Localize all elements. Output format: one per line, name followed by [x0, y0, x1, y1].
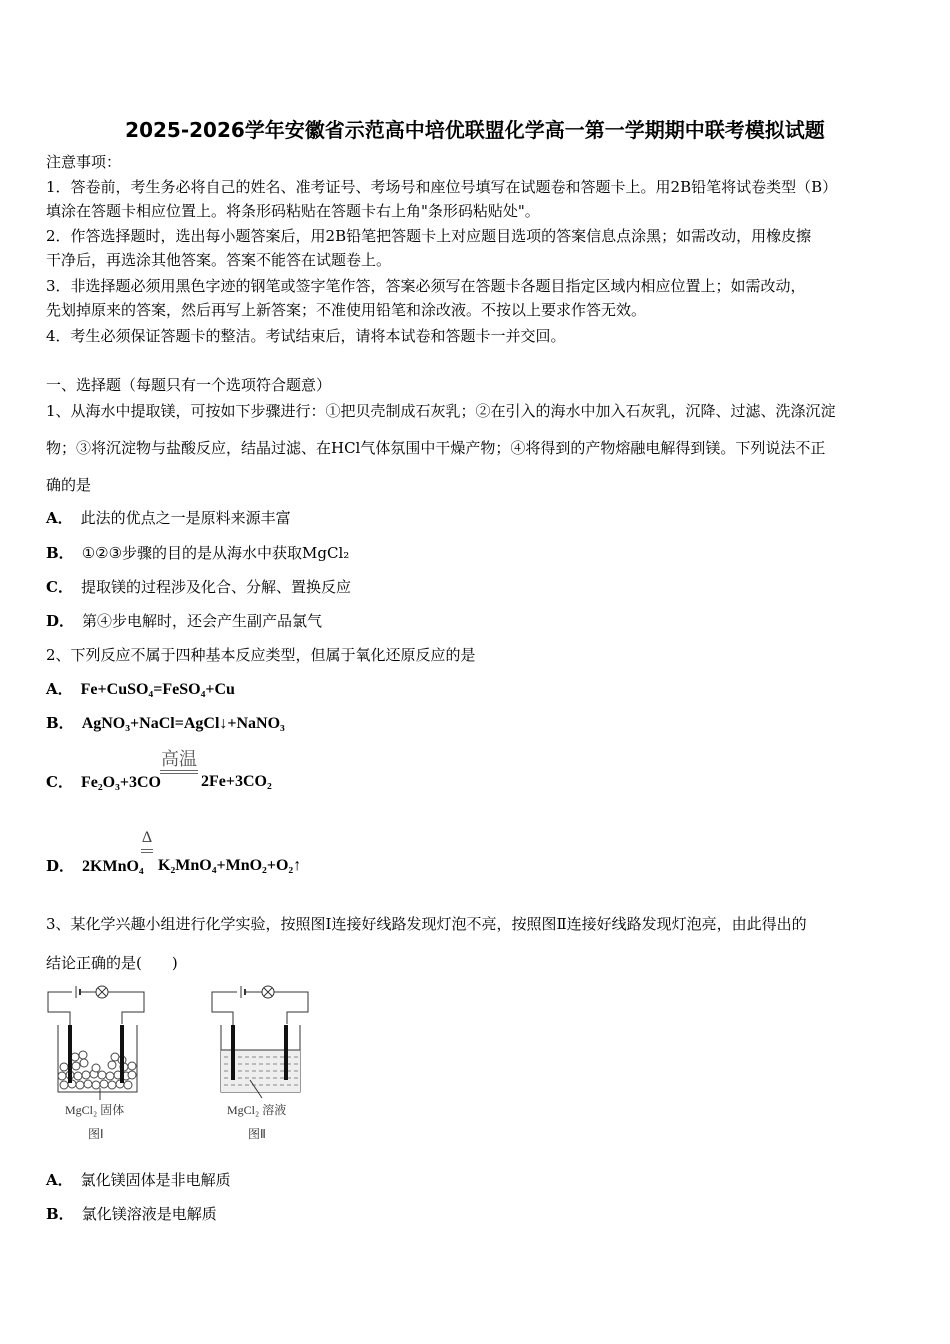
option-label: A．	[46, 680, 73, 698]
notice-line: 先划掉原来的答案，然后再写上新答案；不准使用铅笔和涂改液。不按以上要求作答无效。	[46, 301, 647, 319]
option-label: A．	[46, 1171, 73, 1189]
q3-option-b	[46, 1204, 217, 1224]
equation: AgNO₃+NaCl=AgCl↓+NaNO₃	[81, 715, 285, 732]
option-label: A．	[46, 509, 73, 527]
option-label: D．	[46, 612, 75, 630]
option-text: 提取镁的过程涉及化合、分解、置换反应	[80, 578, 351, 596]
option-label: C．	[46, 773, 73, 791]
exam-title: 2025-2026学年安徽省示范高中培优联盟化学高一第一学期期中联考模拟试题	[125, 118, 825, 142]
q3-stem: 3、某化学兴趣小组进行化学实验，按照图Ⅰ连接好线路发现灯泡不亮，按照图Ⅱ连接好线路发现灯泡亮，由此得出的	[46, 915, 807, 933]
q3-stem: 结论正确的是( )	[46, 954, 178, 972]
notice-heading: 注意事项：	[46, 153, 122, 171]
equation: Fe+CuSO₄=FeSO₄+Cu	[80, 681, 235, 698]
figure-2	[212, 986, 308, 1098]
notice-line: 1．答卷前，考生务必将自己的姓名、准考证号、考场号和座位号填写在试题卷和答题卡上。用2B铅笔将试卷类型（B）	[46, 178, 838, 196]
q2-option-c	[46, 772, 161, 793]
figure-1-label: MgCl₂ 固体	[65, 1103, 125, 1117]
option-text: 第④步电解时，还会产生副产品氯气	[82, 612, 323, 630]
equation-left: Fe₂O₃+3CO	[80, 774, 161, 791]
figure-2-label: MgCl₂ 溶液	[227, 1103, 287, 1117]
option-label: C．	[46, 578, 73, 596]
figure-2-caption: 图Ⅱ	[248, 1127, 266, 1141]
circuit-figure	[40, 980, 330, 1150]
q1-option-b	[46, 543, 349, 563]
option-text: 氯化镁固体是非电解质	[80, 1171, 231, 1189]
option-text: 氯化镁溶液是电解质	[81, 1205, 217, 1223]
option-label: B．	[46, 1205, 74, 1223]
q1-option-d	[46, 611, 322, 631]
q1-stem: 1、从海水中提取镁，可按如下步骤进行：①把贝壳制成石灰乳；②在引入的海水中加入石灰乳，沉降、过滤、洗涤沉淀	[46, 402, 836, 420]
figure-1	[48, 986, 144, 1100]
section-heading: 一、选择题（每题只有一个选项符合题意）	[46, 376, 332, 394]
figure-1-caption: 图Ⅰ	[88, 1127, 104, 1141]
equation-right: K₂MnO₄+MnO₂+O₂↑	[158, 857, 302, 874]
q1-stem: 物；③将沉淀物与盐酸反应，结晶过滤、在HCl气体氛围中干燥产物；④将得到的产物熔融电解得到镁。下列说法不正	[46, 439, 826, 457]
q2-option-a	[46, 679, 235, 700]
notice-line: 2．作答选择题时，选出每小题答案后，用2B铅笔把答题卡上对应题目选项的答案信息点涂黑；如需改动，用橡皮擦	[46, 227, 812, 245]
notice-line: 3．非选择题必须用黑色字迹的钢笔或签字笔作答，答案必须写在答题卡各题目指定区域内相应位置上；如需改动，	[46, 277, 806, 295]
q3-option-a	[46, 1170, 231, 1190]
notice-line: 4．考生必须保证答题卡的整洁。考试结束后，请将本试卷和答题卡一并交回。	[46, 327, 566, 345]
reaction-condition: Δ	[141, 829, 153, 846]
option-label: D．	[46, 857, 75, 875]
q2-option-d	[46, 856, 144, 877]
double-line	[160, 770, 198, 774]
q1-option-a	[46, 508, 291, 528]
q2-stem: 2、下列反应不属于四种基本反应类型，但属于氧化还原反应的是	[46, 646, 476, 664]
option-text: ①②③步骤的目的是从海水中获取MgCl₂	[81, 544, 350, 562]
notice-line: 干净后，再选涂其他答案。答案不能答在试题卷上。	[46, 251, 392, 269]
q2-option-b	[46, 713, 285, 734]
notice-line: 填涂在答题卡相应位置上。将条形码粘贴在答题卡右上角"条形码粘贴处"。	[46, 202, 540, 220]
q1-option-c	[46, 577, 351, 597]
option-text: 此法的优点之一是原料来源丰富	[80, 509, 291, 527]
equation-right: 2Fe+3CO₂	[201, 773, 272, 790]
option-label: B．	[46, 714, 74, 732]
reaction-condition: 高温	[161, 749, 197, 769]
q1-stem: 确的是	[46, 476, 92, 494]
double-line	[141, 849, 153, 853]
option-label: B．	[46, 544, 74, 562]
equation-left: 2KMnO₄	[82, 858, 144, 875]
